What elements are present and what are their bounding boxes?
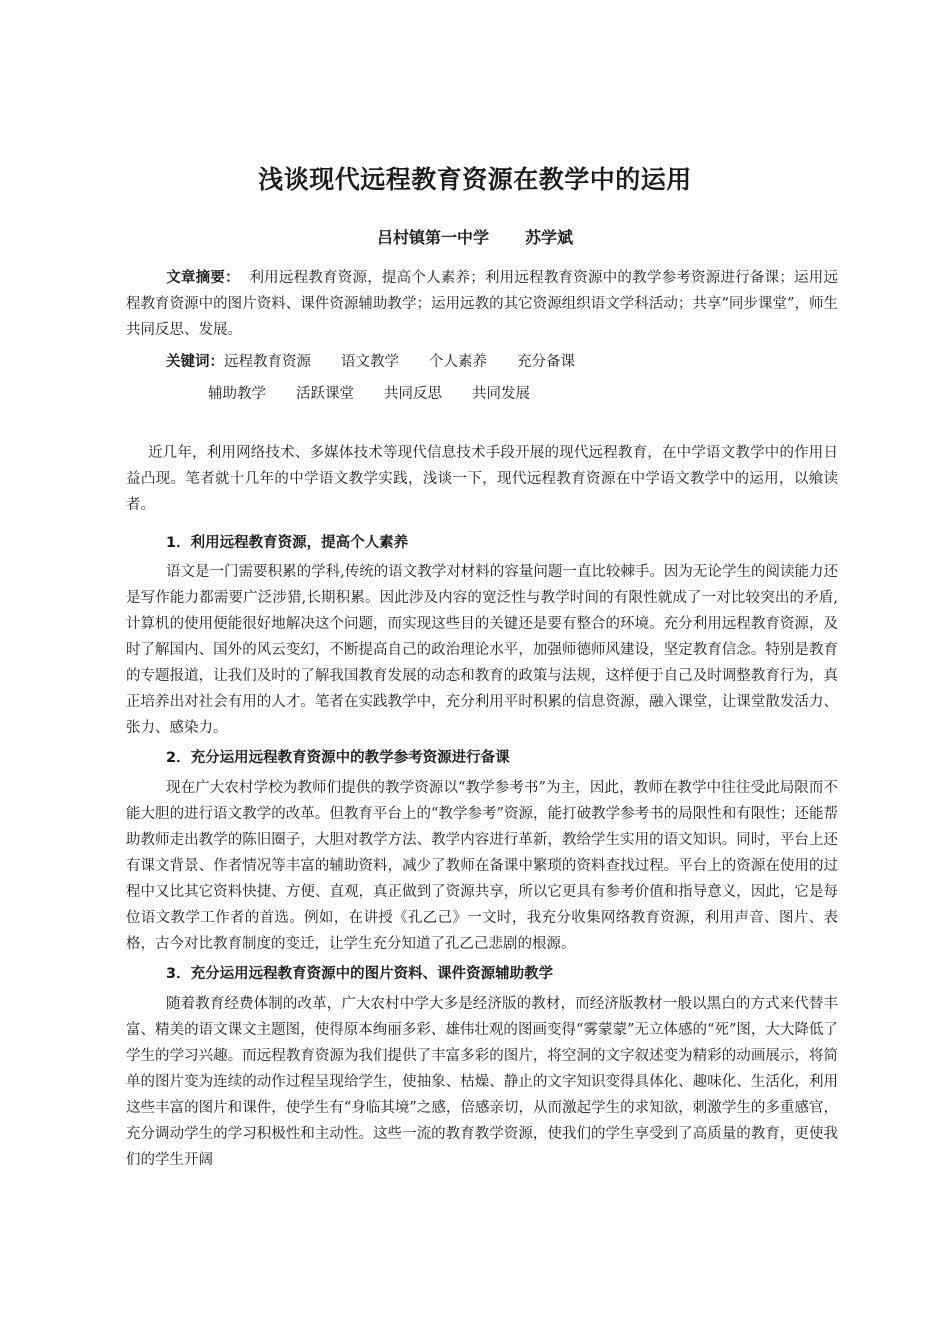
abstract-label: 文章摘要： [166, 270, 240, 286]
document-title: 浅谈现代远程教育资源在教学中的运用 [258, 165, 692, 194]
keyword: 活跃课堂 [296, 386, 354, 402]
section-paragraph: 语文是一门需要积累的学科,传统的语文教学对材料的容量问题一直比较棘手。因为无论学生的阅读能力还是写作能力都需要广泛涉猎,长期积累。因此涉及内容的宽泛性与教学时间的有限性就成了一对比较突出的矛盾,计算机的使用便能很好地解决这个问题，而实现这些目的关键还是要有整合的环境。充分利用远程教育资源，及时了解国内、国外的风云变幻，不断提高自己的政治理论水平，加强师德师风建设，坚定教育信念。特别是教育的专题报道，让我们及时的了解我国教育发展的动态和教育的政策与法规，这样便于自己及时调整教育行为，真正培养出对社会有用的人才。笔者在实践教学中，充分利用平时积累的信息资源，融入课堂，让课堂散发活力、张力、感染力。 [126, 564, 838, 736]
keyword: 语文教学 [341, 354, 399, 370]
author-line [0, 225, 950, 248]
author-school: 吕村镇第一中学 [376, 228, 489, 247]
section-heading: 2．充分运用远程教育资源中的教学参考资源进行备课 [166, 750, 510, 766]
keywords-label: 关键词： [166, 354, 224, 370]
abstract [126, 265, 838, 343]
section-paragraph: 随着教育经费体制的改革，广大农村中学大多是经济版的教材，而经济版教材一般以黑白的方式来代替丰富、精美的语文课文主题图，使得原本绚丽多彩、雄伟壮观的图画变得“雾蒙蒙”无立体感的“死”图，大大降低了学生的学习兴趣。而远程教育资源为我们提供了丰富多彩的图片，将空洞的文字叙述变为精彩的动画展示，将简单的图片变为连续的动作过程呈现给学生，使抽象、枯燥、静止的文字知识变得具体化、趣味化、生活化，利用这些丰富的图片和课件，使学生有“身临其境”之感，倍感亲切，从而激起学生的求知欲，刺激学生的多重感官，充分调动学生的学习积极性和主动性。这些一流的教育教学资源，使我们的学生享受到了高质量的教育，更使我们的学生开阔 [126, 996, 838, 1168]
section-heading: 1．利用远程教育资源，提高个人素养 [166, 535, 409, 551]
keyword: 辅助教学 [208, 386, 266, 402]
keyword: 个人素养 [429, 354, 487, 370]
keyword: 共同反思 [384, 386, 442, 402]
keyword: 远程教育资源 [224, 354, 311, 370]
author-name: 苏学斌 [525, 228, 574, 247]
keywords [166, 346, 605, 410]
keyword: 充分备课 [517, 354, 575, 370]
keyword: 共同发展 [472, 386, 530, 402]
section-heading: 3．充分运用远程教育资源中的图片资料、课件资源辅助教学 [166, 966, 554, 982]
article-body [126, 440, 838, 1173]
section-paragraph: 现在广大农村学校为教师们提供的教学资源以“教学参考书”为主，因此，教师在教学中往往受此局限而不能大胆的进行语文教学的改革。但教育平台上的“教学参考”资源，能打破教学参考书的局限性和有限性；还能帮助教师走出教学的陈旧圈子，大胆对教学方法、教学内容进行革新，教给学生实用的语文知识。同时，平台上还有课文背景、作者情况等丰富的辅助资料，减少了教师在备课中繁琐的资料查找过程。平台上的资源在使用的过程中又比其它资料快捷、方便、直观，真正做到了资源共享，所以它更具有参考价值和指导意义，因此，它是每位语文教学工作者的首选。例如，在讲授《孔乙己》一文时，我充分收集网络教育资源，利用声音、图片、表格，古今对比教育制度的变迁，让学生充分知道了孔乙己悲剧的根源。 [126, 780, 838, 952]
abstract-text: 利用远程教育资源，提高个人素养；利用远程教育资源中的教学参考资源进行备课；运用远程教育资源中的图片资料、课件资源辅助教学；运用远教的其它资源组织语文学科活动；共享“同步课堂”，师生共同反思、发展。 [126, 270, 838, 338]
intro-paragraph: 近几年，利用网络技术、多媒体技术等现代信息技术手段开展的现代远程教育，在中学语文教学中的作用日益凸现。笔者就十几年的中学语文教学实践，浅谈一下，现代远程教育资源在中学语文教学中的运用，以飨读者。 [126, 445, 838, 513]
